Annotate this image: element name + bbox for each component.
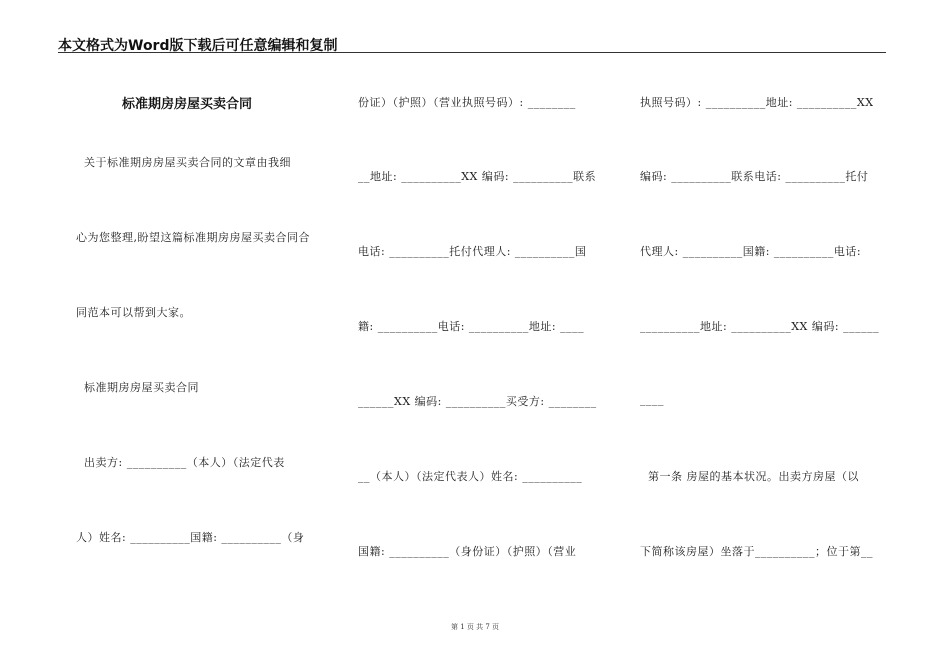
text-line: 关于标准期房房屋买卖合同的文章由我细 [76, 156, 291, 169]
text-line: 下简称该房屋）坐落于__________；位于第__ [640, 545, 873, 558]
text-line: 籍: __________电话: __________地址: ____ [358, 320, 585, 333]
text-line: __地址: __________XX 编码: __________联系 [358, 170, 597, 183]
document-title: 标准期房房屋买卖合同 [122, 97, 253, 112]
text-line: 代理人: __________国籍: __________电话: [640, 245, 862, 258]
text-line: 编码: __________联系电话: __________托付 [640, 170, 869, 183]
text-line: __________地址: __________XX 编码: ______ [640, 320, 880, 333]
text-line: ______XX 编码: __________买受方: ________ [358, 395, 597, 408]
text-line: 执照号码）: __________地址: __________XX [640, 96, 874, 109]
text-line: 心为您整理,盼望这篇标准期房房屋买卖合同合 [76, 231, 310, 244]
page-number: 第 1 页 共 7 页 [450, 623, 500, 631]
text-line: 人）姓名: __________国籍: __________（身 [76, 531, 305, 544]
column-2 [358, 0, 608, 672]
text-line: 标准期房房屋买卖合同 [76, 381, 199, 394]
column-3 [640, 0, 890, 672]
text-line: 国籍: __________（身份证）（护照）（营业 [358, 545, 577, 558]
download-banner: 本文格式为Word版下载后可任意编辑和复制 [58, 38, 338, 54]
text-line: 电话: __________托付代理人: __________国 [358, 245, 587, 258]
text-line: 出卖方: __________（本人）（法定代表 [76, 456, 285, 469]
text-line: ____ [640, 393, 664, 406]
column-1 [76, 0, 328, 672]
text-line: __（本人）（法定代表人）姓名: __________ [358, 470, 583, 483]
text-line: 第一条 房屋的基本状况。出卖方房屋（以 [640, 470, 859, 483]
text-line: 份证）（护照）（营业执照号码）: ________ [358, 96, 576, 109]
text-line: 同范本可以帮到大家。 [76, 306, 191, 319]
